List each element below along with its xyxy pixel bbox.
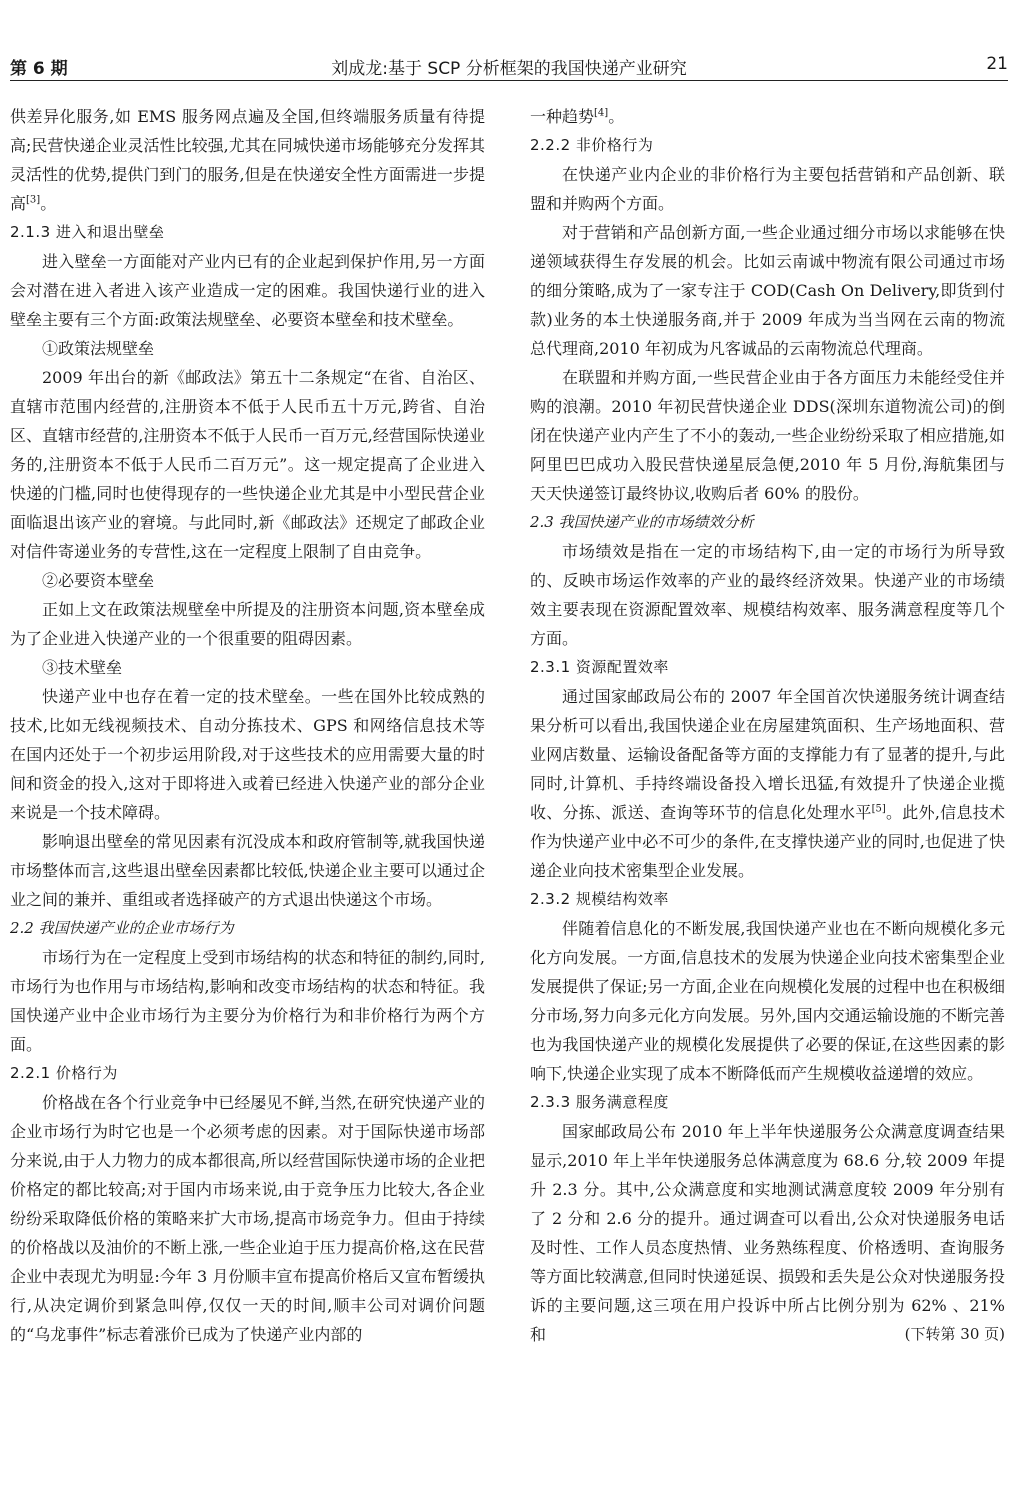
paragraph: 对于营销和产品创新方面,一些企业通过细分市场以求能够在快递领域获得生存发展的机会。比如云南诚中物流有限公司通过市场的细分策略,成为了一家专注于 COD(Cash On Delivery,即货到付款)业务的本土快递服务商,并于 2009 年成为当当网在云南的物流总代理商,2010 年初成为凡客诚品的云南物流总代理商。 [530, 223, 1005, 358]
citation: [5] [871, 803, 886, 815]
paragraph: 进入壁垒一方面能对产业内已有的企业起到保护作用,另一方面会对潜在进入者进入该产业造成一定的困难。我国快递行业的进入壁垒主要有三个方面:政策法规壁垒、必要资本壁垒和技术壁垒。 [10, 252, 485, 329]
right-column [530, 102, 1005, 1349]
section-heading-2-3-3: 2.3.3 服务满意程度 [530, 1093, 669, 1111]
section-heading-2-2-2: 2.2.2 非价格行为 [530, 136, 654, 154]
section-heading-2-2: 2.2 我国快递产业的企业市场行为 [10, 919, 234, 937]
citation: [3] [26, 194, 41, 206]
paragraph: 正如上文在政策法规壁垒中所提及的注册资本问题,资本壁垒成为了企业进入快递产业的一个很重要的阻碍因素。 [10, 600, 485, 648]
page-number: 21 [986, 54, 1008, 74]
issue-label: 第 6 期 [10, 59, 68, 79]
section-heading-2-3-1: 2.3.1 资源配置效率 [530, 658, 669, 676]
continued-note: (下转第 30 页) [904, 1325, 1005, 1343]
section-heading-2-2-1: 2.2.1 价格行为 [10, 1064, 118, 1082]
paragraph: 价格战在各个行业竞争中已经屡见不鲜,当然,在研究快递产业的企业市场行为时它也是一个必须考虑的因素。对于国际快递市场部分来说,由于人力物力的成本都很高,所以经营国际快递市场的企业把价格定的都比较高;对于国内市场来说,由于竞争压力比较大,各企业纷纷采取降低价格的策略来扩大市场,提高市场竞争力。但由于持续的价格战以及油价的不断上涨,一些企业迫于压力提高价格,这在民营企业中表现尤为明显:今年 3 月份顺丰宣布提高价格后又宣布暂缓执行,从决定调价到紧急叫停,仅仅一天的时间,顺丰公司对调价问题的“乌龙事件”标志着涨价已成为了快递产业内部的 [10, 1093, 485, 1344]
section-heading-2-3-2: 2.3.2 规模结构效率 [530, 890, 669, 908]
paragraph: 一种趋势[4]。 [530, 107, 625, 126]
section-heading-2-1-3: 2.1.3 进入和退出壁垒 [10, 223, 165, 241]
paragraph: 2009 年出台的新《邮政法》第五十二条规定“在省、自治区、直辖市范围内经营的,注册资本不低于人民币五十万元,跨省、自治区、直辖市经营的,注册资本不低于人民币一百万元,经营国际快递业务的,注册资本不低于人民币二百万元”。这一规定提高了企业进入快递的门槛,同时也使得现存的一些快递企业尤其是中小型民营企业面临退出该产业的窘境。与此同时,新《邮政法》还规定了邮政企业对信件寄递业务的专营性,这在一定程度上限制了自由竞争。 [10, 368, 485, 561]
paragraph: 通过国家邮政局公布的 2007 年全国首次快递服务统计调查结果分析可以看出,我国快递企业在房屋建筑面积、生产场地面积、营业网店数量、运输设备配备等方面的支撑能力有了显著的提升,与此同时,计算机、手持终端设备投入增长迅猛,有效提升了快递企业揽收、分拣、派送、查询等环节的信息化处理水平[5]。此外,信息技术作为快递产业中必不可少的条件,在支撑快递产业的同时,也促进了快递企业向技术密集型企业发展。 [530, 687, 1005, 880]
paragraph: 市场绩效是指在一定的市场结构下,由一定的市场行为所导致的、反映市场运作效率的产业的最终经济效果。快递产业的市场绩效主要表现在资源配置效率、规模结构效率、服务满意程度等几个方面。 [530, 542, 1005, 648]
running-title: 刘成龙:基于 SCP 分析框架的我国快递产业研究 [331, 59, 687, 79]
subheading-capital-barrier: ②必要资本壁垒 [42, 571, 155, 590]
paragraph: 伴随着信息化的不断发展,我国快递产业也在不断向规模化多元化方向发展。一方面,信息技术的发展为快递企业向技术密集型企业发展提供了保证;另一方面,企业在向规模化发展的过程中也在积极细分市场,努力向多元化方向发展。另外,国内交通运输设施的不断完善也为我国快递产业的规模化发展提供了必要的保证,在这些因素的影响下,快递企业实现了成本不断降低而产生规模收益递增的效应。 [530, 919, 1005, 1083]
paragraph: 国家邮政局公布 2010 年上半年快递服务公众满意度调查结果显示,2010 年上半年快递服务总体满意度为 68.6 分,较 2009 年提升 2.3 分。其中,公众满意度和实地测试满意度较 2009 年分别有了 2 分和 2.6 分的提升。通过调查可以看出,公众对快递服务电话及时性、工作人员态度热情、业务熟练程度、价格透明、查询服务等方面比较满意,但同时快递延误、损毁和丢失是公众对快递服务投诉的主要问题,这三项在用户投诉中所占比例分别为 62% 、21% 和 (下转第 30 页) [530, 1117, 1005, 1349]
paragraph: 在联盟和并购方面,一些民营企业由于各方面压力未能经受住并购的浪潮。2010 年初民营快递企业 DDS(深圳东道物流公司)的倒闭在快递产业内产生了不小的轰动,一些企业纷纷采取了相应措施,如阿里巴巴成功入股民营快递星辰急便,2010 年 5 月份,海航集团与天天快递签订最终协议,收购后者 60% 的股份。 [530, 368, 1005, 503]
paragraph: 市场行为在一定程度上受到市场结构的状态和特征的制约,同时,市场行为也作用与市场结构,影响和改变市场结构的状态和特征。我国快递产业中企业市场行为主要分为价格行为和非价格行为两个方面。 [10, 948, 485, 1054]
section-heading-2-3: 2.3 我国快递产业的市场绩效分析 [530, 513, 754, 531]
subheading-technical-barrier: ③技术壁垒 [42, 658, 123, 677]
paragraph: 供差异化服务,如 EMS 服务网点遍及全国,但终端服务质量有待提高;民营快递企业灵活性比较强,尤其在同城快递市场能够充分发挥其灵活性的优势,提供门到门的服务,但是在快递安全性方面需进一步提高[3]。 [10, 107, 485, 213]
running-header [10, 52, 1008, 81]
paragraph: 影响退出壁垒的常见因素有沉没成本和政府管制等,就我国快递市场整体而言,这些退出壁垒因素都比较低,快递企业主要可以通过企业之间的兼并、重组或者选择破产的方式退出快递这个市场。 [10, 832, 485, 909]
paragraph: 快递产业中也存在着一定的技术壁垒。一些在国外比较成熟的技术,比如无线视频技术、自动分拣技术、GPS 和网络信息技术等在国内还处于一个初步运用阶段,对于这些技术的应用需要大量的时间和资金的投入,这对于即将进入或着已经进入快递产业的部分企业来说是一个技术障碍。 [10, 687, 485, 822]
subheading-policy-barrier: ①政策法规壁垒 [42, 339, 155, 358]
left-column [10, 102, 485, 1349]
paragraph: 在快递产业内企业的非价格行为主要包括营销和产品创新、联盟和并购两个方面。 [530, 165, 1005, 213]
citation: [4] [594, 107, 609, 119]
